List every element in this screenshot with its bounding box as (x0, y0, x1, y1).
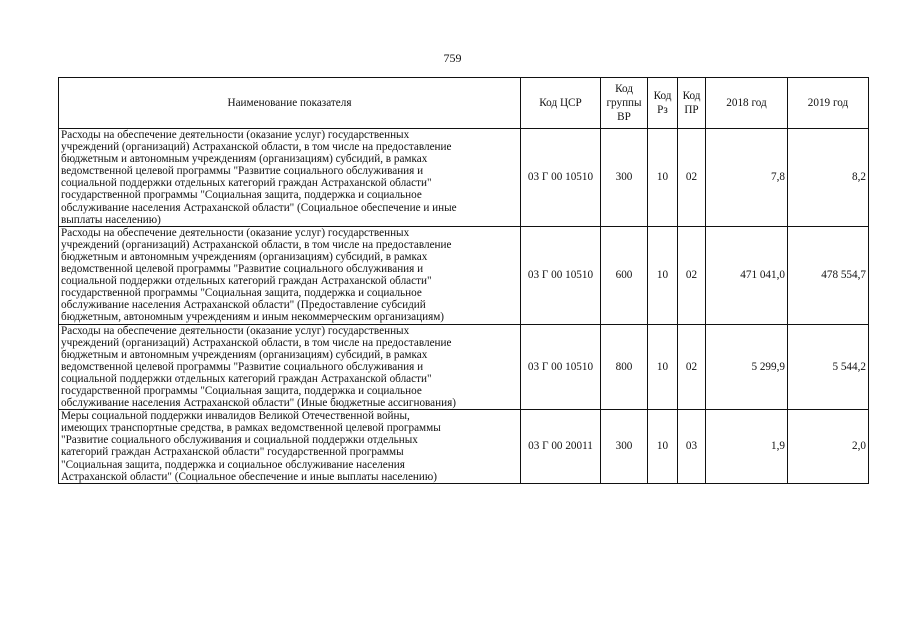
row-value-2018: 1,9 (706, 410, 788, 484)
row-name-line: ведомственной целевой программы "Развитие социального обслуживания и (61, 360, 424, 373)
row-pr: 02 (678, 324, 706, 410)
row-name-line: учреждений (организаций) Астраханской области, в том числе на предоставление (61, 336, 452, 349)
row-pr: 02 (678, 129, 706, 227)
row-pr: 02 (678, 226, 706, 324)
table-row (59, 226, 869, 324)
row-value-2018: 471 041,0 (706, 226, 788, 324)
row-name-cell (59, 226, 521, 324)
row-name-line: имеющих транспортные средства, в рамках ведомственной целевой программы (61, 422, 441, 435)
row-name-cell (59, 129, 521, 227)
row-name-line: учреждений (организаций) Астраханской области, в том числе на предоставление (61, 238, 452, 251)
budget-table (58, 77, 869, 484)
header-row (59, 78, 869, 129)
table-row (59, 324, 869, 410)
row-name-line: Астраханской области" (Социальное обеспечение и иные выплаты населению) (61, 470, 437, 483)
row-name-line: государственной программы "Социальная защита, поддержка и социальное (61, 287, 422, 300)
row-rz: 10 (648, 324, 678, 410)
header-csr: Код ЦСР (521, 78, 601, 129)
row-vr: 600 (601, 226, 648, 324)
row-value-2019: 8,2 (788, 129, 869, 227)
row-value-2019: 2,0 (788, 410, 869, 484)
row-csr: 03 Г 00 10510 (521, 324, 601, 410)
row-rz: 10 (648, 226, 678, 324)
row-name-line: бюджетным и автономным учреждениям (организациям) субсидий, в рамках (61, 153, 428, 166)
row-name-line: Расходы на обеспечение деятельности (оказание услуг) государственных (61, 324, 410, 337)
row-pr: 03 (678, 410, 706, 484)
row-name-line: обслуживание населения Астраханской области" (Предоставление субсидий (61, 299, 426, 312)
row-name-line: выплаты населению) (61, 213, 161, 226)
row-csr: 03 Г 00 10510 (521, 226, 601, 324)
row-vr: 300 (601, 410, 648, 484)
row-name-line: ведомственной целевой программы "Развитие социального обслуживания и (61, 263, 424, 276)
row-name-line: государственной программы "Социальная защита, поддержка и социальное (61, 384, 422, 397)
row-name-line: Расходы на обеспечение деятельности (оказание услуг) государственных (61, 129, 410, 141)
row-name-line: социальной поддержки отдельных категорий граждан Астраханской области" (61, 275, 432, 288)
row-name-line: социальной поддержки отдельных категорий граждан Астраханской области" (61, 177, 432, 190)
header-pr: Код ПР (678, 78, 706, 129)
row-value-2019: 478 554,7 (788, 226, 869, 324)
row-name-line: обслуживание населения Астраханской области" (Социальное обеспечение и иные (61, 201, 457, 214)
row-name-line: категорий граждан Астраханской области" государственной программы (61, 446, 404, 459)
row-name-line: государственной программы "Социальная защита, поддержка и социальное (61, 189, 422, 202)
row-name-line: социальной поддержки отдельных категорий граждан Астраханской области" (61, 372, 432, 385)
row-name-line: Расходы на обеспечение деятельности (оказание услуг) государственных (61, 226, 410, 239)
header-name: Наименование показателя (59, 78, 521, 129)
table-body (59, 129, 869, 484)
page-number: 759 (443, 51, 462, 65)
row-csr: 03 Г 00 10510 (521, 129, 601, 227)
row-value-2018: 7,8 (706, 129, 788, 227)
row-name-line: обслуживание населения Астраханской области" (Иные бюджетные ассигнования) (61, 397, 456, 410)
row-value-2019: 5 544,2 (788, 324, 869, 410)
row-vr: 800 (601, 324, 648, 410)
header-rz: Код Рз (648, 78, 678, 129)
row-name-line: бюджетным и автономным учреждениям (организациям) субсидий, в рамках (61, 250, 428, 263)
row-name-line: бюджетным, автономным учреждениям и иным некоммерческим организациям) (61, 311, 445, 324)
row-value-2018: 5 299,9 (706, 324, 788, 410)
header-2018: 2018 год (706, 78, 788, 129)
row-rz: 10 (648, 410, 678, 484)
row-name-line: бюджетным и автономным учреждениям (организациям) субсидий, в рамках (61, 348, 428, 361)
row-name-line: Меры социальной поддержки инвалидов Великой Отечественной войны, (61, 410, 410, 423)
row-name-line: "Социальная защита, поддержка и социальное обслуживание населения (61, 458, 405, 471)
row-name-line: "Развитие социального обслуживания и социальной поддержки отдельных (61, 434, 418, 447)
header-2019: 2019 год (788, 78, 869, 129)
table-row (59, 129, 869, 227)
row-name-cell (59, 324, 521, 410)
row-vr: 300 (601, 129, 648, 227)
row-csr: 03 Г 00 20011 (521, 410, 601, 484)
table-row (59, 410, 869, 484)
row-name-line: ведомственной целевой программы "Развитие социального обслуживания и (61, 165, 424, 178)
row-name-cell (59, 410, 521, 484)
header-vr: Код группы ВР (601, 78, 648, 129)
row-rz: 10 (648, 129, 678, 227)
row-name-line: учреждений (организаций) Астраханской области, в том числе на предоставление (61, 141, 452, 154)
